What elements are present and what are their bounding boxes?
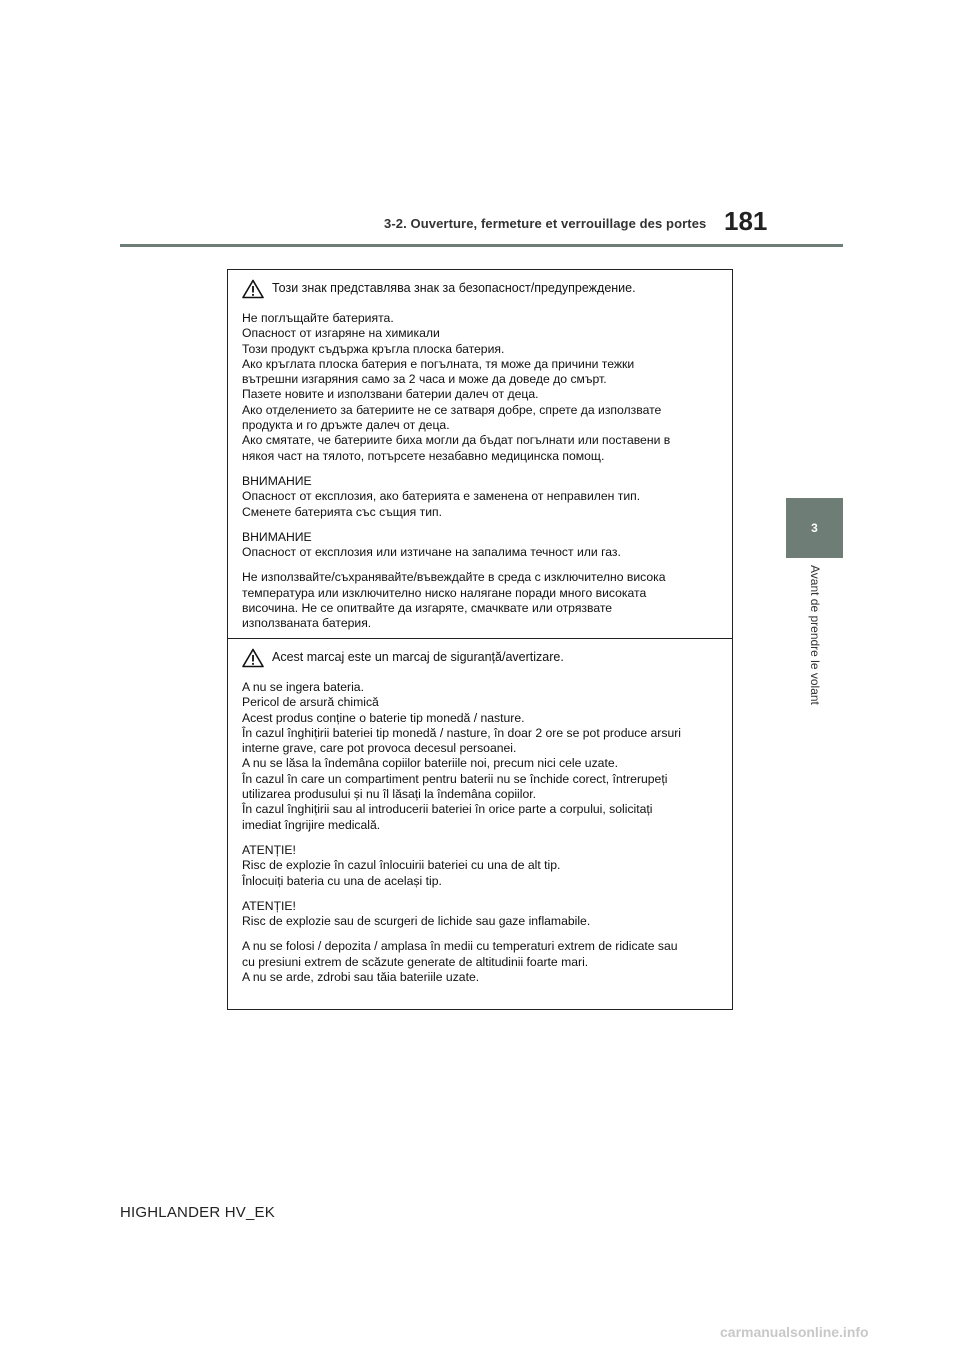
warning-line: cu presiuni extrem de scăzute generate de altitudinii foarte mari. (242, 954, 589, 969)
notice-text: Този знак представлява знак за безопасност/предупреждение. (272, 281, 636, 296)
safety-notice (242, 646, 722, 670)
warning-line: Ако смятате, че батериите биха могли да бъдат погълнати или поставени в (242, 433, 671, 448)
warning-line: A nu se folosi / depozita / amplasa în medii cu temperaturi extrem de ridicate sau (242, 939, 678, 954)
warning-section-romanian (228, 638, 732, 1009)
warning-line: Ако кръглата плоска батерия е погълната, тя може да причини тежки (242, 356, 635, 371)
warning-line: Înlocuiți bateria cu una de același tip. (242, 873, 442, 888)
warning-line: Опасност от изгаряне на химикали (242, 326, 440, 341)
warning-line: A nu se lăsa la îndemâna copiilor bateriile noi, precum nici cele uzate. (242, 756, 618, 771)
warning-triangle-icon (242, 279, 264, 299)
chapter-tab[interactable] (786, 498, 843, 558)
warning-paragraph (242, 680, 722, 833)
section-title: 3-2. Ouverture, fermeture et verrouillage des portes (384, 216, 707, 231)
warning-line: utilizarea produsului și nu îl lăsați la îndemâna copiilor. (242, 787, 537, 802)
warning-line: Pericol de arsură chimică (242, 695, 379, 710)
warning-line: вътрешни изгаряния само за 2 часа и може да доведе до смърт. (242, 372, 607, 387)
warning-paragraph (242, 843, 722, 889)
warning-line: Пазете новите и използвани батерии далеч от деца. (242, 387, 539, 402)
warning-line: Ако отделението за батериите не се затваря добре, спрете да използвате (242, 402, 662, 417)
chapter-number: 3 (811, 521, 818, 535)
warning-line: A nu se arde, zdrobi sau tăia bateriile uzate. (242, 970, 480, 985)
warning-section-bulgarian (228, 270, 732, 638)
warning-line: Опасност от експлозия или изтичане на запалима течност или газ. (242, 545, 621, 560)
warning-line: Не използвайте/съхранявайте/въвеждайте в среда с изключително висока (242, 570, 666, 585)
warning-paragraph (242, 474, 722, 520)
warning-line: ATENȚIE! (242, 842, 296, 857)
warning-paragraph (242, 530, 722, 561)
warning-paragraphs (242, 311, 722, 632)
warning-line: някоя част на тялото, потърсете незабавно медицинска помощ. (242, 448, 605, 463)
model-footer: HIGHLANDER HV_EK (120, 1204, 275, 1221)
warning-line: În cazul înghițirii sau al introducerii bateriei în orice parte a corpului, solicitați (242, 802, 653, 817)
warning-line: ВНИМАНИЕ (242, 529, 312, 544)
warning-triangle-icon (242, 648, 264, 668)
notice-text: Acest marcaj este un marcaj de siguranță/avertizare. (272, 650, 564, 665)
warning-line: температура или изключително ниско налягане поради много високата (242, 585, 647, 600)
warning-paragraph (242, 570, 722, 631)
warning-line: Не поглъщайте батерията. (242, 311, 394, 325)
warning-line: ВНИМАНИЕ (242, 473, 312, 488)
warning-line: Acest produs conține o baterie tip monedă / nasture. (242, 710, 525, 725)
warning-line: interne grave, care pot provoca decesul persoanei. (242, 741, 517, 756)
warning-paragraphs (242, 680, 722, 985)
warning-line: Risc de explozie în cazul înlocuirii bateriei cu una de alt tip. (242, 858, 561, 873)
watermark: carmanualsonline.info (720, 1324, 869, 1340)
warning-paragraph (242, 311, 722, 464)
warning-paragraph (242, 939, 722, 985)
warning-line: În cazul înghițirii bateriei tip monedă / nasture, în doar 2 ore se pot produce arsuri (242, 725, 681, 740)
safety-notice (242, 277, 722, 301)
warning-line: imediat îngrijire medicală. (242, 817, 381, 832)
warning-line: продукта и го дръжте далеч от деца. (242, 418, 450, 433)
warning-paragraph (242, 899, 722, 930)
warning-line: използваната батерия. (242, 616, 372, 631)
page-number: 181 (724, 206, 768, 236)
warning-line: Сменете батерията със същия тип. (242, 504, 442, 519)
warning-line: Risc de explozie sau de scurgeri de lichide sau gaze inflamabile. (242, 914, 591, 929)
warning-line: A nu se ingera bateria. (242, 680, 364, 694)
warning-line: Опасност от експлозия, ако батерията е заменена от неправилен тип. (242, 489, 641, 504)
chapter-label: Avant de prendre le volant (808, 565, 822, 705)
warning-line: ATENȚIE! (242, 898, 296, 913)
warning-line: височина. Не се опитвайте да изгаряте, смачквате или отрязвате (242, 601, 613, 616)
battery-warning-box (227, 269, 733, 1010)
warning-line: Този продукт съдържа кръгла плоска батерия. (242, 341, 505, 356)
warning-line: În cazul în care un compartiment pentru baterii nu se închide corect, întrerupeți (242, 771, 668, 786)
header-divider (120, 244, 843, 247)
